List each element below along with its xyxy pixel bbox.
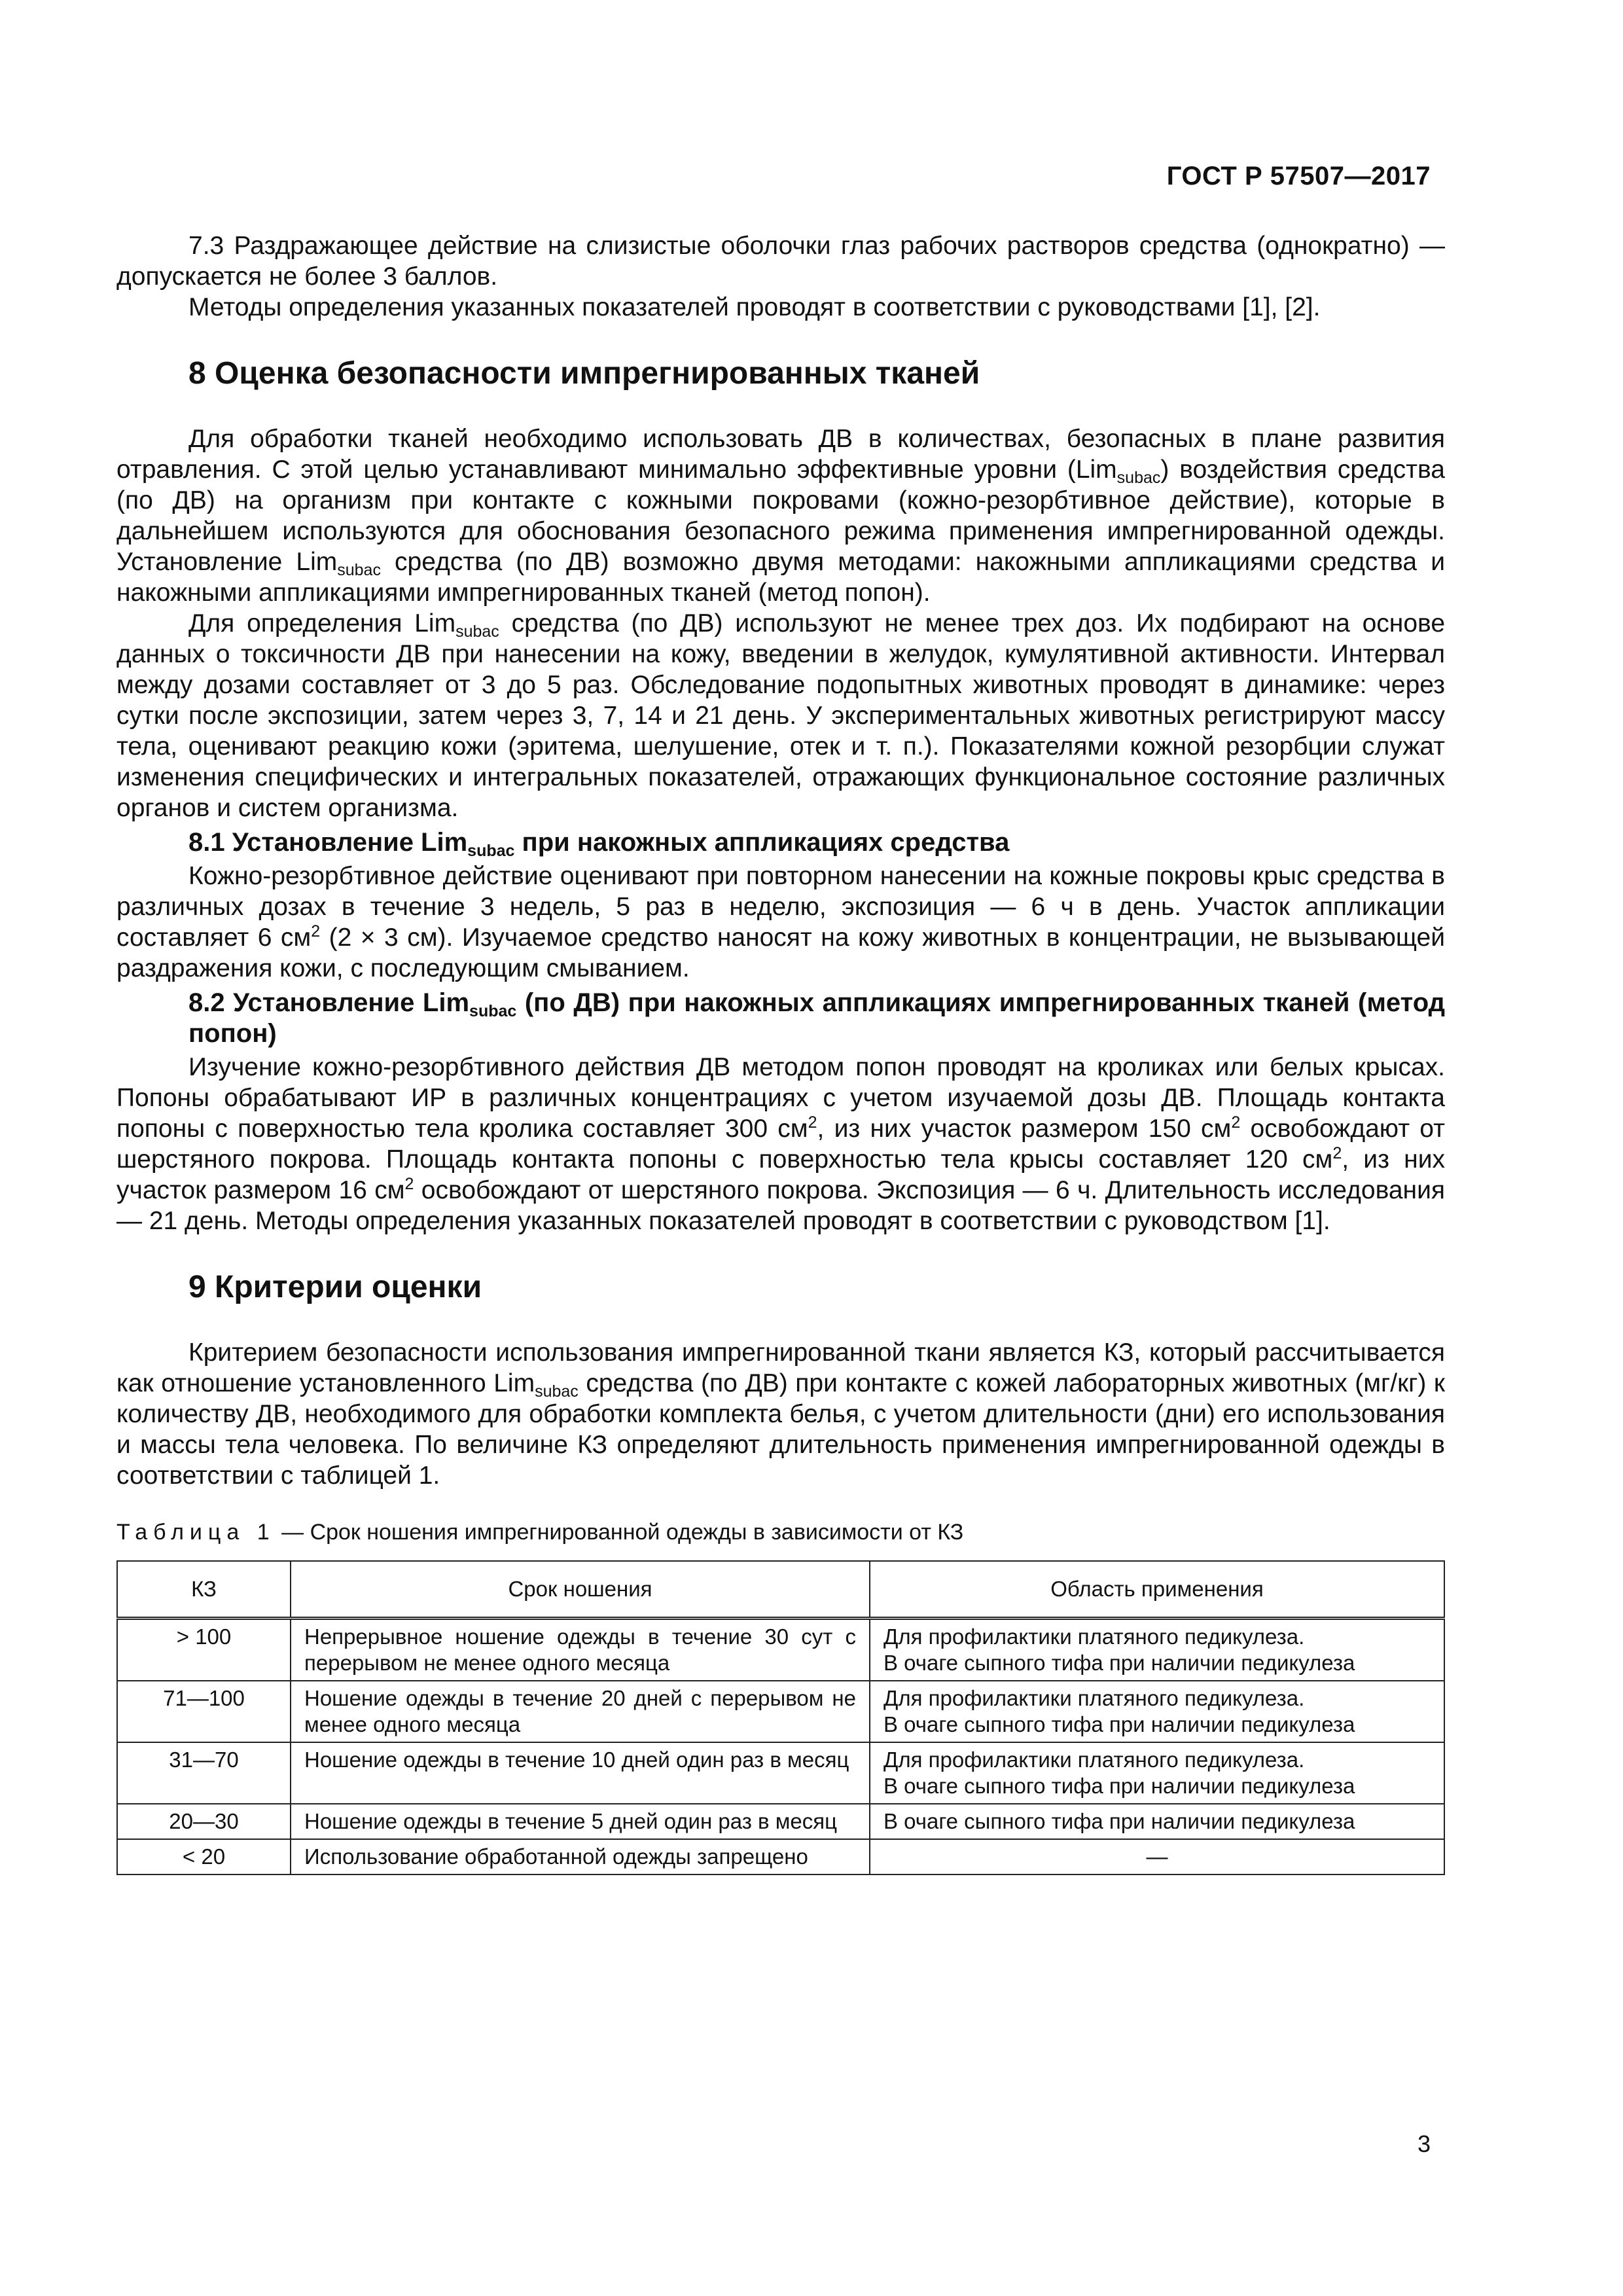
table-row (117, 1681, 1444, 1742)
cell-term: Ношение одежды в течение 5 дней один раз в месяц (291, 1804, 870, 1839)
cell-kz: < 20 (117, 1839, 291, 1874)
cell-area: В очаге сыпного тифа при наличии педикулеза (870, 1804, 1444, 1839)
paragraph-8-2: Для определения Lim$_{subac}$ средства (по ДВ) используют не менее трех доз. Их подбирают на основе данных о токсичности ДВ при нанесении на кожу, введении в желудок, кумулятивной активности. Интервал между дозами составляет от 3 до 5 раз. Обследование подопытных животных проводят в динамике: через сутки после экспозиции, затем через 3, 7, 14 и 21 день. У экспериментальных животных регистрируют массу тела, оценивают реакцию кожи (эритема, шелушение, отек и т. п.). Показателями кожной резорбции служат изменения специфических и интегральных показателей, отражающих функциональное состояние различных органов и систем организма. (116, 609, 1446, 822)
paragraph-7-3-methods: Методы определения указанных показателей проводят в соответствии с руководствами [1], [2]. (188, 293, 1321, 321)
cell-area: Для профилактики платяного педикулеза. В очаге сыпного тифа при наличии педикулеза (870, 1742, 1444, 1804)
page-content (116, 230, 1445, 1875)
cell-term: Ношение одежды в течение 10 дней один раз в месяц (291, 1742, 870, 1804)
header-term: Срок ношения (291, 1561, 870, 1619)
cell-term: Использование обработанной одежды запрещено (291, 1839, 870, 1874)
cell-area: Для профилактики платяного педикулеза. В очаге сыпного тифа при наличии педикулеза (870, 1619, 1444, 1681)
page-number: 3 (1417, 2130, 1431, 2157)
section-9-title: 9 Критерии оценки (188, 1270, 482, 1304)
header-kz: КЗ (117, 1561, 291, 1619)
paragraph-8-1: Для обработки тканей необходимо использовать ДВ в количествах, безопасных в плане развития отравления. С этой целью устанавливают минимально эффективные уровни (Lim$_{subac}$) воздействия средства (по ДВ) на организм при контакте с кожными покровами (кожно-резорбтивное действие), которые в дальнейшем используются для обоснования безопасного режима применения импрегнированной одежды. Установление Lim$_{subac}$ средства (по ДВ) возможно двумя методами: накожными аппликациями средства и накожными аппликациями импрегнированных тканей (метод попон). (116, 425, 1445, 607)
cell-kz: 71—100 (117, 1681, 291, 1742)
cell-area: — (870, 1839, 1444, 1874)
header-area: Область применения (870, 1561, 1444, 1619)
cell-term: Ношение одежды в течение 20 дней с перерывом не менее одного месяца (291, 1681, 870, 1742)
paragraph-9-body: Критерием безопасности использования импрегнированной ткани является КЗ, который рассчитывается как отношение установленного Lim$_{subac}$ средства (по ДВ) при контакте с кожей лабораторных животных (мг/кг) к количеству ДВ, необходимого для обработки комплекта белья, с учетом длительности (дни) его использования и массы тела человека. По величине КЗ определяют длительность применения импрегнированной одежды в соответствии с таблицей 1. (116, 1338, 1445, 1490)
cell-kz: 31—70 (117, 1742, 291, 1804)
document-code: ГОСТ Р 57507—2017 (1166, 162, 1431, 190)
subsection-8-2-title: 8.2 Установление Lim$_{subac}$ (по ДВ) при накожных аппликациях импрегнированных тканей (метод попон) (188, 988, 1445, 1048)
paragraph-7-3: 7.3 Раздражающее действие на слизистые оболочки глаз рабочих растворов средства (однократно) — допускается не более 3 баллов. (116, 232, 1445, 291)
section-8-title: 8 Оценка безопасности импрегнированных тканей (188, 356, 980, 391)
table-header-row (117, 1561, 1444, 1619)
table-row (117, 1839, 1444, 1874)
table-1 (116, 1560, 1445, 1875)
cell-area: Для профилактики платяного педикулеза. В очаге сыпного тифа при наличии педикулеза (870, 1681, 1444, 1742)
table-row (117, 1742, 1444, 1804)
paragraph-8-2-body: Изучение кожно-резорбтивного действия ДВ методом попон проводят на кроликах или белых крысах. Попоны обрабатывают ИР в различных концентрациях с учетом изучаемой дозы ДВ. Площадь контакта попоны с поверхностью тела кролика составляет 300 $см^2$, из них участок размером 150 $см^2$ освобождают от шерстяного покрова. Площадь контакта попоны с поверхностью тела крысы составляет 120 $см^2$, из них участок размером 16 $см^2$ освобождают от шерстяного покрова. Экспозиция — 6 ч. Длительность исследования — 21 день. Методы определения указанных показателей проводят в соответствии с руководством [1]. (116, 1053, 1445, 1235)
cell-term: Непрерывное ношение одежды в течение 30 сут с перерывом не менее одного месяца (291, 1619, 870, 1681)
table-row (117, 1619, 1444, 1681)
paragraph-8-1-body: Кожно-резорбтивное действие оценивают при повторном нанесении на кожные покровы крыс средства в различных дозах в течение 3 недель, 5 раз в неделю, экспозиция — 6 ч в день. Участок аппликации составляет 6 $см^2$ (2 × 3 см). Изучаемое средство наносят на кожу животных в концентрации, не вызывающей раздражения кожи, с последующим смыванием. (116, 862, 1446, 982)
table-row (117, 1804, 1444, 1839)
subsection-8-1-title: 8.1 Установление Lim$_{subac}$ при накожных аппликациях средства (188, 828, 1010, 860)
cell-kz: > 100 (117, 1619, 291, 1681)
cell-kz: 20—30 (117, 1804, 291, 1839)
table-1-caption: Таблица 1 — Срок ношения импрегнированной одежды в зависимости от КЗ (116, 1520, 964, 1545)
